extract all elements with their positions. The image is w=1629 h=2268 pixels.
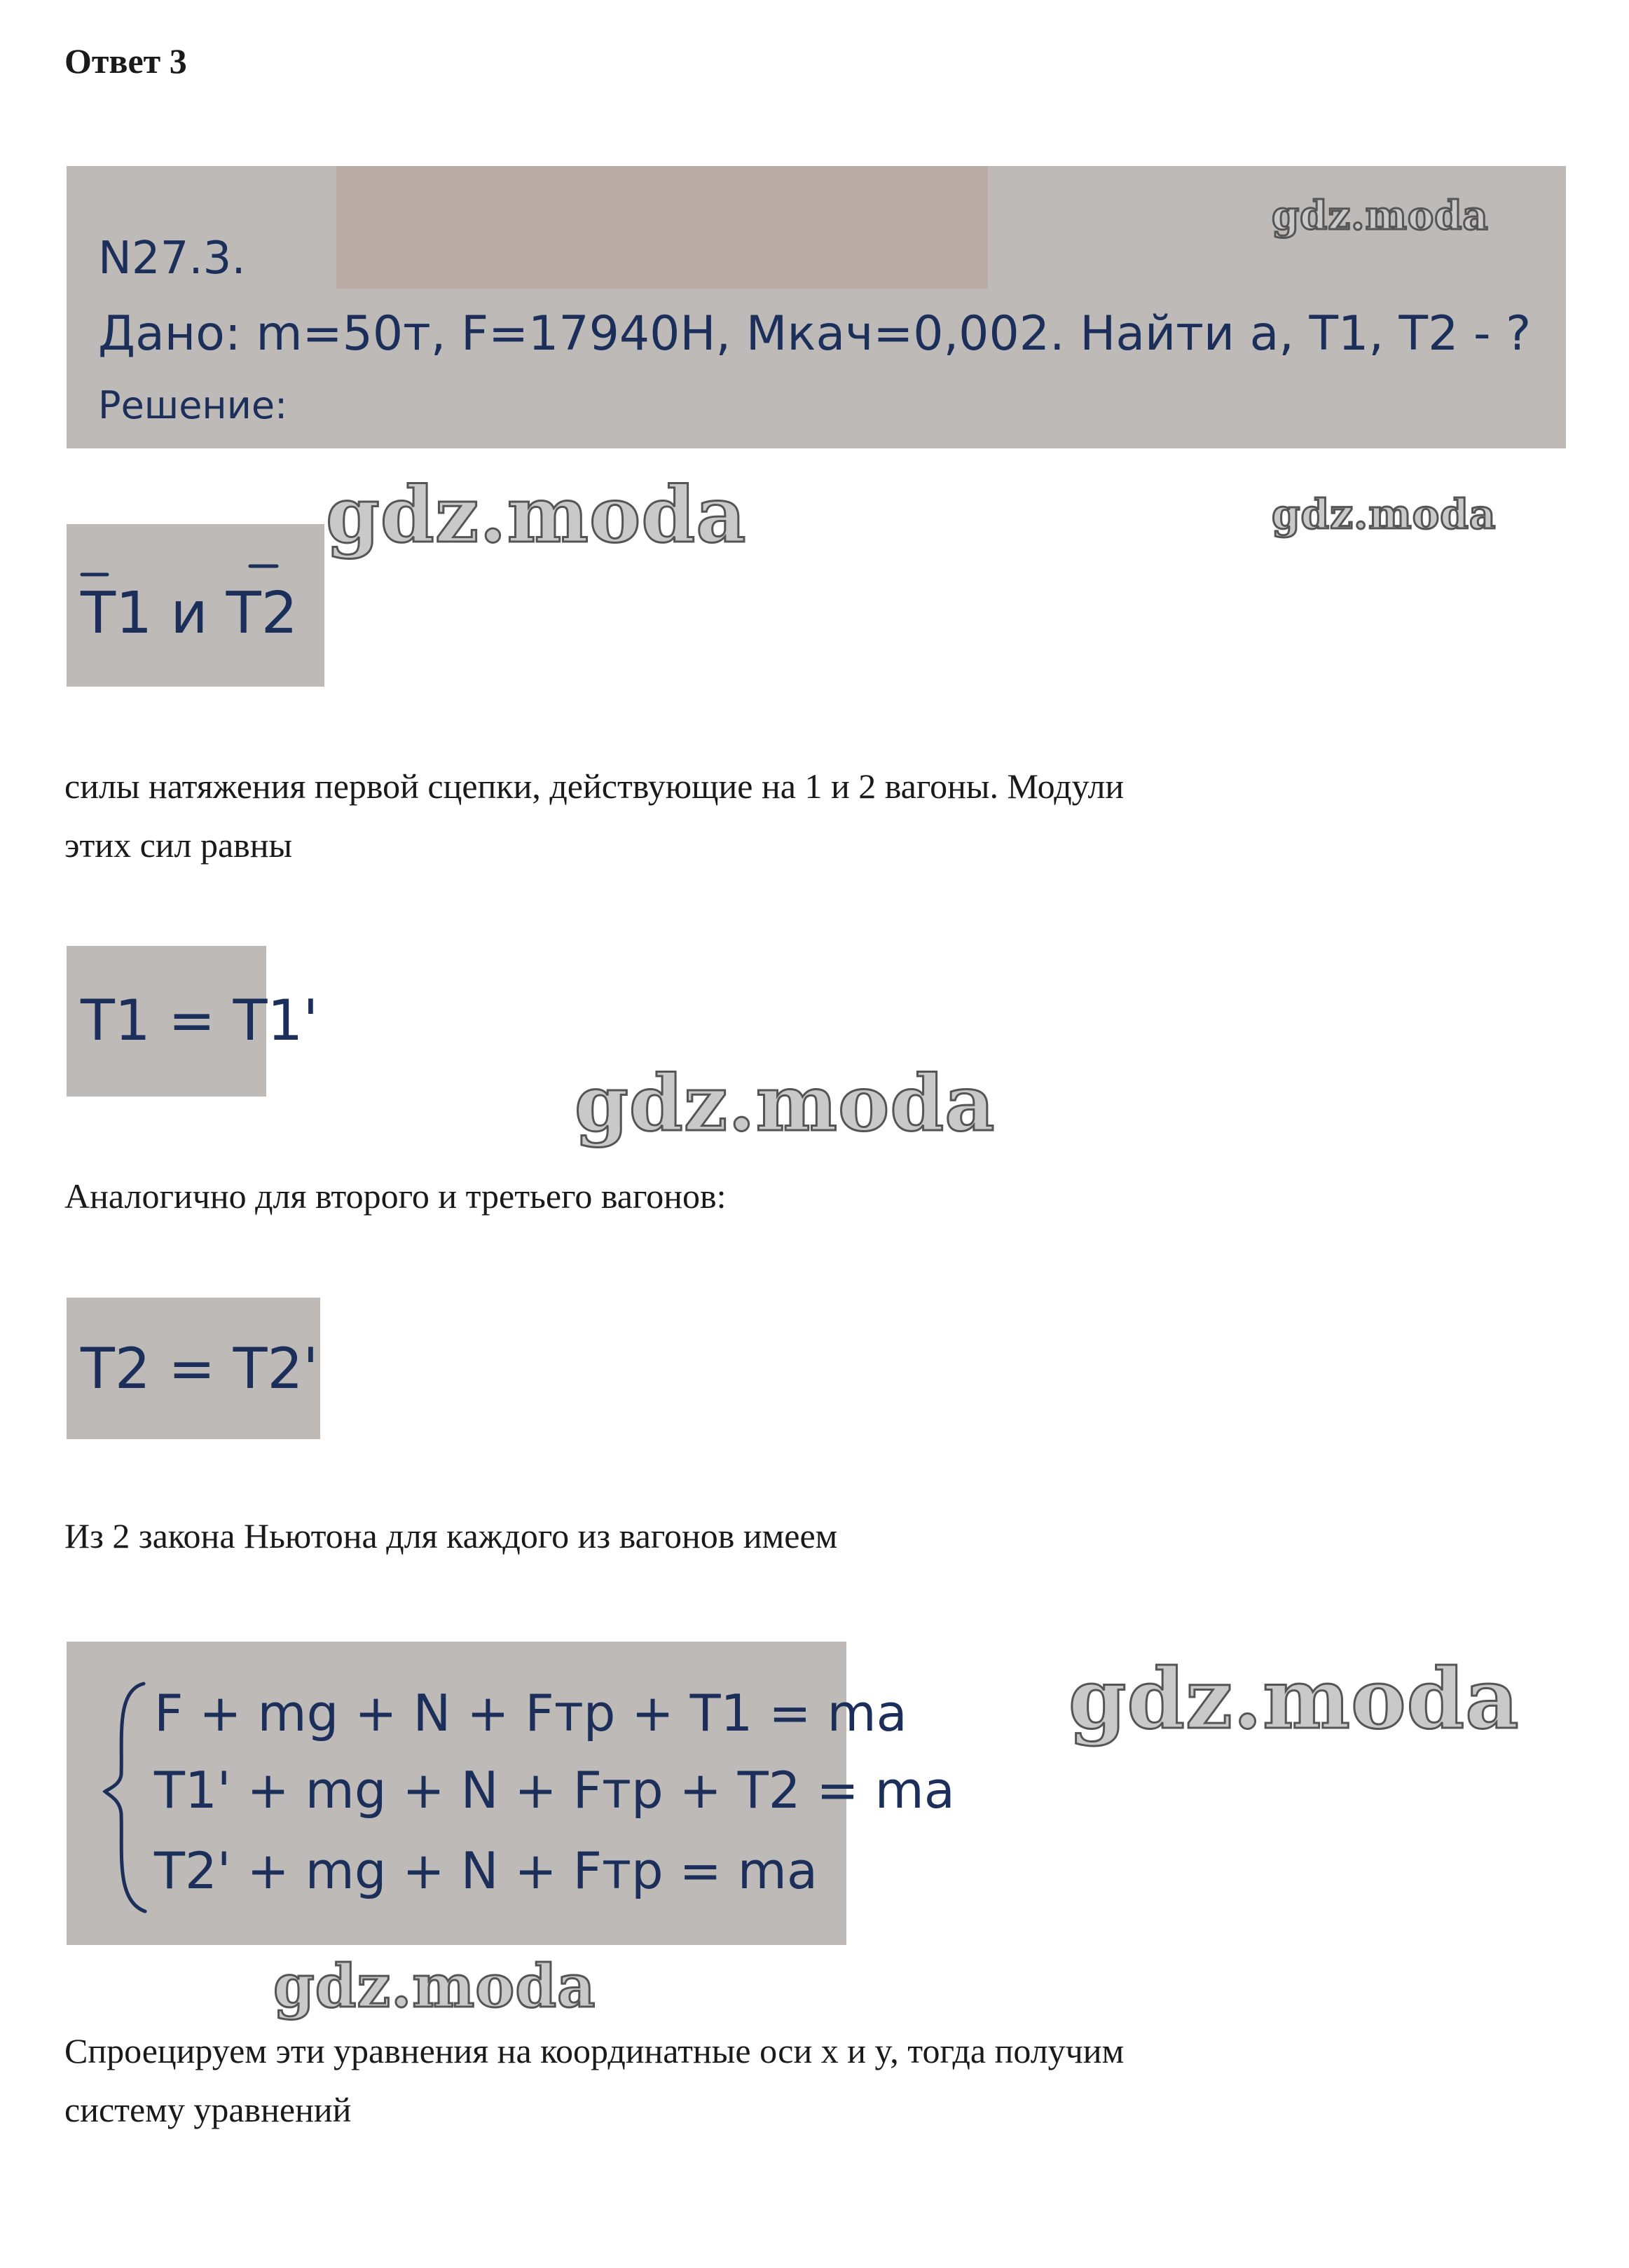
formula-t1-t2: T1 и T2 (81, 580, 298, 647)
system-equation-3: T2' + mg + N + Fтр = ma (154, 1841, 818, 1900)
formula-t1-eq: T1 = T1' (81, 988, 319, 1053)
paragraph-second-third: Аналогично для второго и третьего вагонов: (64, 1176, 727, 1216)
system-equation-1: F + mg + N + Fтр + T1 = ma (154, 1684, 907, 1743)
watermark: gdz.moda (273, 1951, 596, 2021)
formula-photo-t2-eq (67, 1298, 320, 1439)
watermark: gdz.moda (1272, 193, 1489, 239)
given-photo (67, 166, 1566, 448)
paragraph-projection: Спроецируем эти уравнения на координатные оси x и y, тогда получим систему уравнений (64, 2031, 1125, 2129)
system-photo (67, 1642, 955, 1945)
given-line-number: N27.3. (98, 233, 246, 284)
formula-photo-t1-t2 (67, 524, 324, 687)
watermark: gdz.moda (326, 469, 747, 560)
redacted-area (336, 166, 988, 289)
system-equation-2: T1' + mg + N + Fтр + T2 = ma (154, 1761, 955, 1820)
formula-photo-t1-eq (67, 946, 319, 1097)
given-line-data: Дано: m=50т, F=17940Н, Mкач=0,002. Найти a, T1, T2 - ? (98, 306, 1532, 362)
formula-t2-eq: T2 = T2' (81, 1336, 319, 1401)
page-title: Ответ 3 (64, 41, 187, 81)
watermark: gdz.moda (575, 1058, 996, 1148)
paragraph-tension-forces: силы натяжения первой сцепки, действующие на 1 и 2 вагоны. Модули этих сил равны (64, 767, 1125, 865)
given-line-solution: Решение: (98, 383, 288, 427)
paragraph-newton-law: Из 2 закона Ньютона для каждого из вагонов имеем (64, 1516, 838, 1555)
watermark: gdz.moda (1272, 490, 1497, 538)
watermark: gdz.moda (1068, 1650, 1520, 1747)
